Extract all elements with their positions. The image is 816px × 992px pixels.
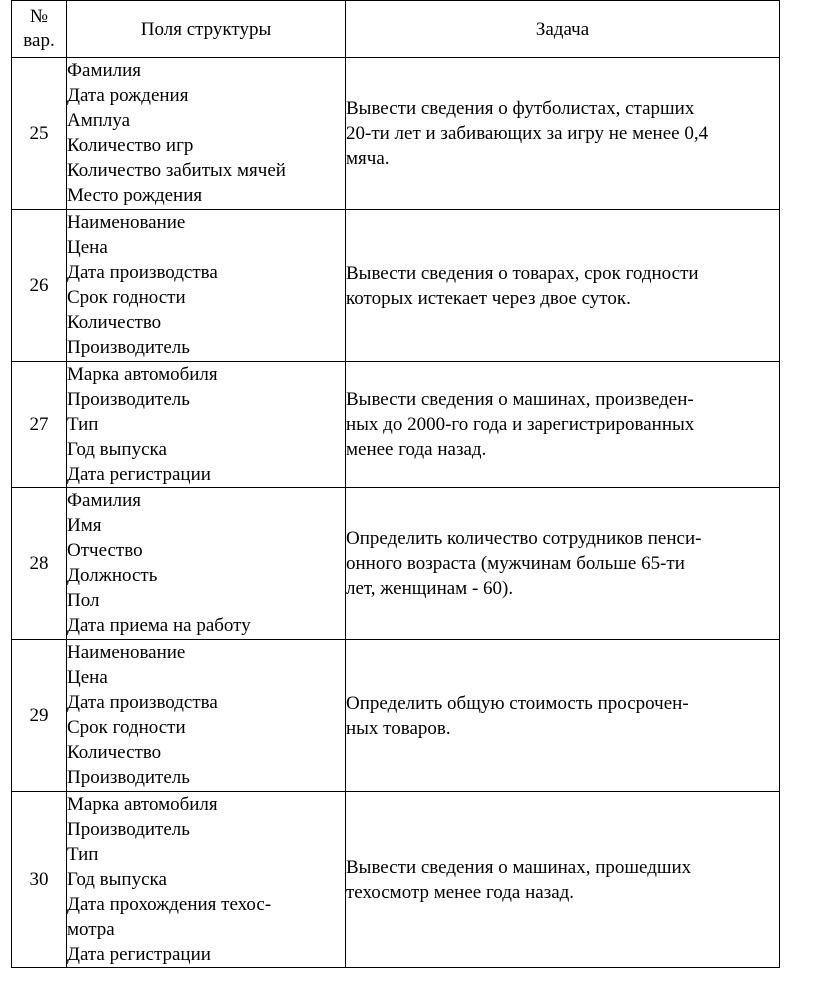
structure-field: Дата рождения <box>67 85 189 106</box>
structure-field: Фамилия <box>67 60 142 81</box>
structure-fields-cell <box>67 640 346 792</box>
task-line: Вывести сведения о машинах, прошедших <box>346 856 692 878</box>
task-line: Определить общую стоимость просрочен- <box>346 692 689 714</box>
structure-field: Марка автомобиля <box>67 364 218 385</box>
structure-field: Наименование <box>67 212 186 233</box>
table-body <box>12 58 780 968</box>
structure-field: Количество <box>67 742 162 763</box>
structure-field: Производитель <box>67 389 190 410</box>
task-line: Определить количество сотрудников пенси- <box>346 528 702 549</box>
structure-field: Имя <box>67 515 102 536</box>
structure-fields-cell <box>67 362 346 488</box>
structure-field: Срок годности <box>67 717 186 738</box>
task-line: мяча. <box>346 148 390 169</box>
structure-field: Дата производства <box>67 692 218 713</box>
structure-field: Марка автомобиля <box>67 794 218 815</box>
structure-field: Тип <box>67 414 99 435</box>
table-row <box>12 210 780 362</box>
structure-fields-cell <box>67 210 346 362</box>
structure-field: Производитель <box>67 819 190 840</box>
structure-field: Наименование <box>67 642 186 663</box>
task-line: техосмотр менее года назад. <box>346 881 575 903</box>
structure-field: Должность <box>67 565 158 586</box>
task-cell <box>346 210 780 362</box>
structure-field: Место рождения <box>67 185 203 206</box>
structure-field: Год выпуска <box>67 869 167 890</box>
structure-field: Цена <box>67 237 108 258</box>
structure-field: Дата производства <box>67 262 218 283</box>
variant-number: 25 <box>12 58 67 210</box>
header-num-symbol: № <box>29 6 49 27</box>
table-header-row <box>12 1 780 58</box>
task-line: менее года назад. <box>346 439 487 460</box>
structure-field: Дата регистрации <box>67 464 211 485</box>
structure-field: Тип <box>67 844 99 865</box>
table-row <box>12 640 780 792</box>
structure-field: Количество <box>67 312 162 333</box>
structure-field: Год выпуска <box>67 439 167 460</box>
structure-field: Количество игр <box>67 135 194 156</box>
variants-table <box>11 0 780 968</box>
task-line: которых истекает через двое суток. <box>346 287 631 309</box>
task-cell <box>346 792 780 968</box>
structure-field: Дата регистрации <box>67 944 211 965</box>
header-num-label: вар. <box>23 30 55 51</box>
task-cell <box>346 362 780 488</box>
structure-field: Производитель <box>67 337 190 358</box>
variant-number: 28 <box>12 488 67 640</box>
structure-field: Фамилия <box>67 490 142 511</box>
structure-field: мотра <box>67 919 115 940</box>
structure-fields-cell <box>67 488 346 640</box>
table-row <box>12 362 780 488</box>
task-line: Вывести сведения о футболистах, старших <box>346 98 695 119</box>
task-cell <box>346 640 780 792</box>
structure-fields-cell <box>67 58 346 210</box>
variant-number: 27 <box>12 362 67 488</box>
task-line: онного возраста (мужчинам больше 65-ти <box>346 553 685 574</box>
task-line: ных до 2000-го года и зарегистрированных <box>346 414 695 435</box>
task-line: Вывести сведения о машинах, произведен- <box>346 389 694 410</box>
structure-field: Отчество <box>67 540 143 561</box>
structure-field: Количество забитых мячей <box>67 160 286 181</box>
table-row <box>12 58 780 210</box>
table-row <box>12 792 780 968</box>
structure-fields-cell <box>67 792 346 968</box>
header-task: Задача <box>346 1 780 58</box>
task-line: ных товаров. <box>346 717 451 739</box>
header-variant-number <box>12 1 67 58</box>
task-line: лет, женщинам - 60). <box>346 578 514 599</box>
table-row <box>12 488 780 640</box>
structure-field: Дата прохождения техос- <box>67 894 272 915</box>
structure-field: Производитель <box>67 767 190 788</box>
task-line: Вывести сведения о товарах, срок годности <box>346 262 699 284</box>
header-structure-fields: Поля структуры <box>67 1 346 58</box>
task-cell <box>346 488 780 640</box>
variant-number: 30 <box>12 792 67 968</box>
structure-field: Срок годности <box>67 287 186 308</box>
structure-field: Амплуа <box>67 110 131 131</box>
structure-field: Пол <box>67 590 100 611</box>
structure-field: Цена <box>67 667 108 688</box>
task-cell <box>346 58 780 210</box>
structure-field: Дата приема на работу <box>67 615 251 636</box>
task-line: 20-ти лет и забивающих за игру не менее 0,4 <box>346 123 709 144</box>
variant-number: 29 <box>12 640 67 792</box>
variant-number: 26 <box>12 210 67 362</box>
